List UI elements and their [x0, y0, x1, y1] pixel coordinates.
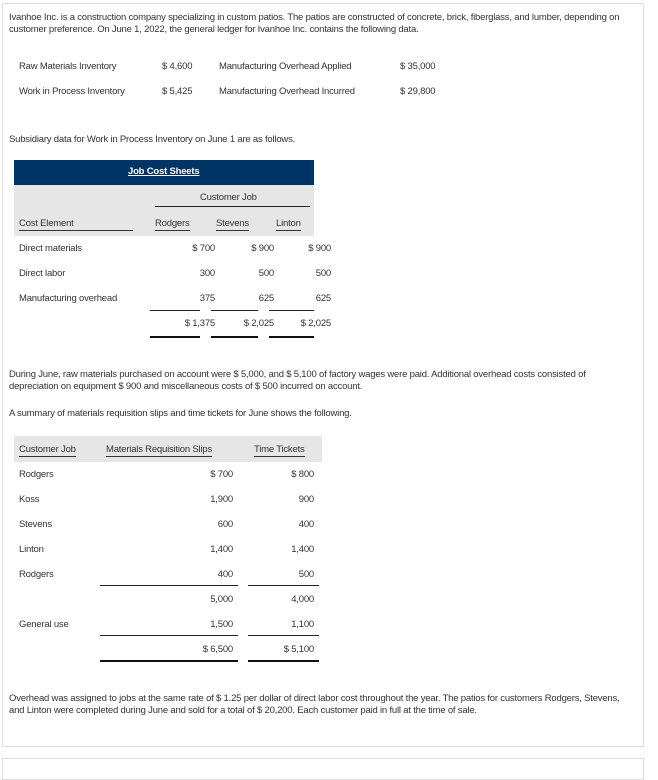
- ledger-label: Manufacturing Overhead Applied: [219, 61, 352, 72]
- cell: $ 1,375: [184, 318, 215, 329]
- summary-text: A summary of materials requisition slips and time tickets for June shows the following.: [9, 408, 352, 419]
- col-header: Stevens: [216, 218, 249, 229]
- ledger-value: $ 5,425: [162, 86, 193, 97]
- customer-job-group: Customer Job: [200, 192, 257, 203]
- row-label: Manufacturing overhead: [19, 293, 118, 304]
- ledger-label: Raw Materials Inventory: [19, 61, 117, 72]
- ledger-value: $ 4,600: [162, 61, 193, 72]
- cell: 500: [258, 268, 274, 279]
- cell: 500: [315, 268, 331, 279]
- cell: $ 700: [192, 243, 215, 254]
- cell: 900: [298, 494, 314, 505]
- col-header: Materials Requisition Slips: [106, 444, 213, 455]
- row-label: Direct labor: [19, 268, 66, 279]
- cell: 1,900: [210, 494, 233, 505]
- cell: 400: [217, 569, 233, 580]
- col-header: Time Tickets: [254, 444, 305, 455]
- ledger-value: $ 35,000: [400, 61, 436, 72]
- ledger-label: Work in Process Inventory: [19, 86, 125, 97]
- cell: 300: [199, 268, 215, 279]
- cell: $ 6,500: [202, 644, 233, 655]
- next-panel: [2, 758, 644, 780]
- intro-text: Ivanhoe Inc. is a construction company specializing in custom patios. The patios are constructed of concrete, brick, fiberglass, and lumber, depending on customer preference. On June 1, 2022, the general ledger for Ivanhoe Inc. contains the following data.: [9, 12, 620, 35]
- row-label: Linton: [19, 544, 44, 555]
- row-label: Rodgers: [19, 569, 54, 580]
- cell: 1,400: [291, 544, 314, 555]
- cell: 600: [217, 519, 233, 530]
- row-label: Koss: [19, 494, 40, 505]
- row-label: Stevens: [19, 519, 52, 530]
- cell: $ 900: [308, 243, 331, 254]
- cell: $ 800: [291, 469, 314, 480]
- cell: 625: [258, 293, 274, 304]
- cell: 500: [298, 569, 314, 580]
- cell: 625: [315, 293, 331, 304]
- cell: 1,100: [291, 619, 314, 630]
- row-label: Rodgers: [19, 469, 54, 480]
- col-header: Cost Element: [19, 218, 133, 231]
- cell: $ 700: [210, 469, 233, 480]
- col-header: Linton: [276, 218, 301, 229]
- cell: 375: [199, 293, 215, 304]
- row-label: Direct materials: [19, 243, 82, 254]
- job-cost-title: Job Cost Sheets: [128, 166, 200, 177]
- cell: $ 2,025: [300, 318, 331, 329]
- cell: $ 2,025: [243, 318, 274, 329]
- closing-text: Overhead was assigned to jobs at the same rate of $ 1.25 per dollar of direct labor cost throughout the year. The patios for customers Rodgers, Stevens, and Linton were completed during June and sold for a total of $ 20,200. Each customer paid in full at the time of sale.: [9, 693, 620, 716]
- cell: $ 900: [251, 243, 274, 254]
- cell: 1,400: [210, 544, 233, 555]
- cell: 5,000: [210, 594, 233, 605]
- cell: 400: [298, 519, 314, 530]
- subsidiary-text: Subsidiary data for Work in Process Inventory on June 1 are as follows.: [9, 134, 296, 145]
- cell: 4,000: [291, 594, 314, 605]
- col-header: Rodgers: [155, 218, 190, 229]
- cell: 1,500: [210, 619, 233, 630]
- ledger-value: $ 29,800: [400, 86, 436, 97]
- col-header: Customer Job: [19, 444, 76, 455]
- row-label: General use: [19, 619, 69, 630]
- ledger-label: Manufacturing Overhead Incurred: [219, 86, 355, 97]
- cell: $ 5,100: [283, 644, 314, 655]
- june-text: During June, raw materials purchased on account were $ 5,000, and $ 5,100 of factory wages were paid. Additional overhead costs consisted of depreciation on equipment $ 900 and miscellaneous costs of $ 500 incurred on account.: [9, 369, 586, 392]
